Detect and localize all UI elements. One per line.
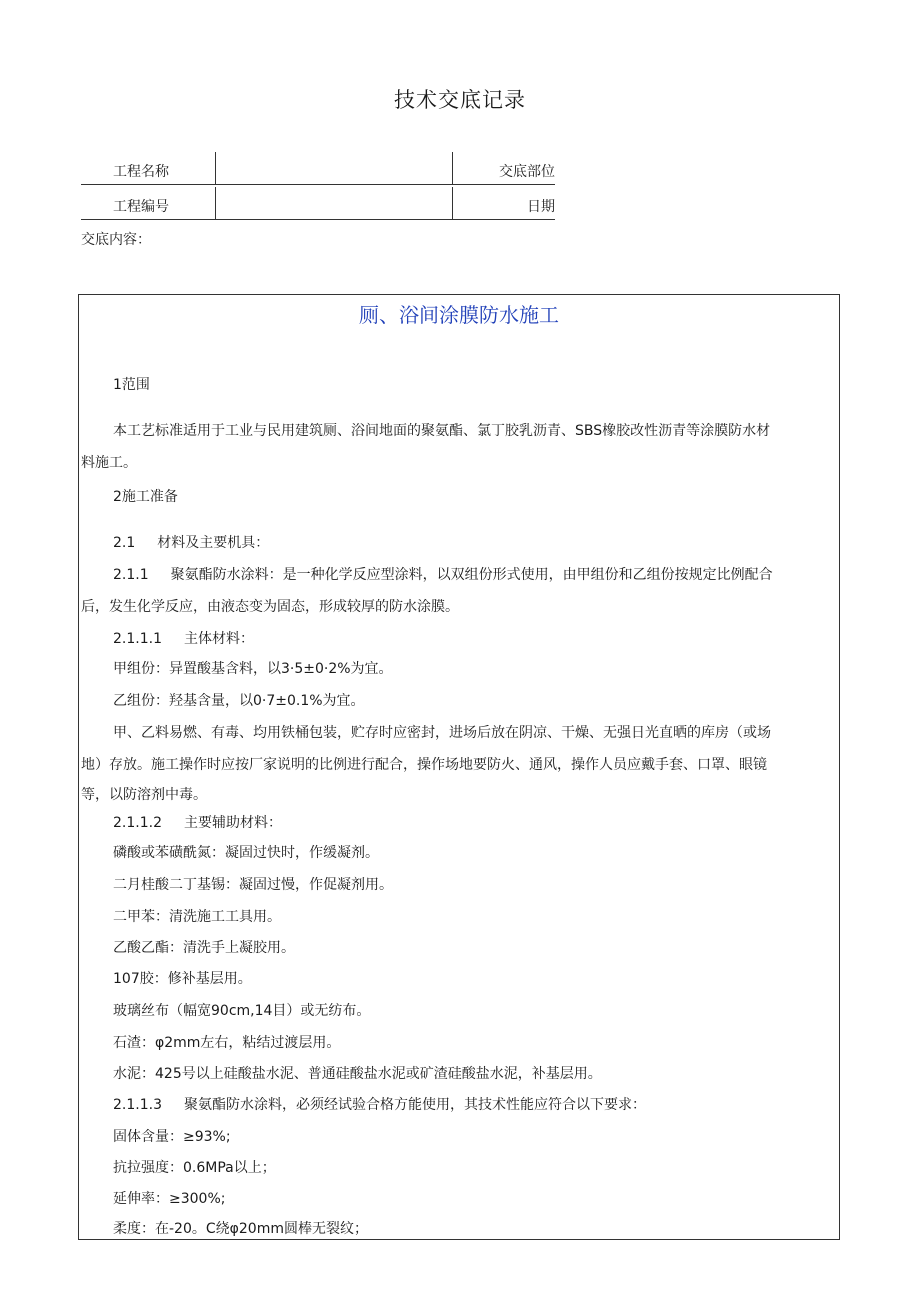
part-b-line: 乙组份：羟基含量，以0·7±0.1%为宜。: [113, 693, 365, 709]
s21-number: 2.1: [113, 535, 136, 551]
s21-line: [113, 533, 269, 553]
s2112-text: 主要辅助材料：: [183, 815, 282, 831]
part-a-line: 甲组份：异置酸基含料，以3·5±0·2%为宜。: [113, 661, 393, 677]
requirement-item: 抗拉强度：0.6MPa以上；: [113, 1160, 276, 1176]
s2113-number: 2.1.1.3: [113, 1097, 162, 1113]
content-label: 交底内容：: [81, 232, 151, 248]
requirement-item: 延伸率：≥300%;: [113, 1191, 226, 1207]
s2111-text: 主体材料：: [183, 631, 254, 647]
aux-item: 石渣：φ2mm左右，粘结过渡层用。: [113, 1035, 341, 1051]
s2112-number: 2.1.1.2: [113, 815, 162, 831]
s21-text: 材料及主要机具：: [157, 535, 270, 551]
sec1-paragraph-line-2: 料施工。: [81, 455, 137, 471]
project-number-row: [81, 191, 555, 220]
aux-item: 二月桂酸二丁基锡：凝固过慢，作促凝剂用。: [113, 877, 393, 893]
requirement-item: 柔度：在-20。C绕φ20mm圆棒无裂纹；: [113, 1221, 368, 1237]
s2111-number: 2.1.1.1: [113, 631, 162, 647]
storage-line-2: 地）存放。施工操作时应按厂家说明的比例进行配合，操作场地要防火、通风，操作人员应戴手套、口罩、眼镜: [81, 757, 767, 773]
aux-item: 二甲苯：清洗施工工具用。: [113, 909, 281, 925]
project-name-label: 工程名称: [113, 164, 169, 180]
sec1-paragraph-line-1: 本工艺标准适用于工业与民用建筑厕、浴间地面的聚氨酯、氯丁胶乳沥青、SBS橡胶改性沥青等涂膜防水材: [113, 423, 771, 439]
s211-text-line-1: 聚氨酯防水涂料：是一种化学反应型涂料，以双组份形式使用，由甲组份和乙组份按规定比例配合: [170, 567, 773, 583]
project-name-value[interactable]: [215, 152, 453, 184]
sec1-heading: 1范围: [113, 377, 150, 393]
s2112-line: [113, 813, 282, 833]
aux-item: 乙酸乙酯：清洗手上凝胶用。: [113, 940, 295, 956]
s2113-line: [113, 1095, 646, 1115]
document-title: 技术交底记录: [394, 88, 526, 112]
s2113-text: 聚氨酯防水涂料，必须经试验合格方能使用，其技术性能应符合以下要求：: [183, 1097, 646, 1113]
storage-line-1: 甲、乙料易燃、有毒、均用铁桶包装，贮存时应密封，进场后放在阴凉、干燥、无强日光直晒的库房（或场: [113, 725, 771, 741]
project-number-value[interactable]: [215, 187, 453, 219]
date-label: 日期: [527, 199, 555, 215]
project-name-row: [81, 156, 555, 185]
project-info-table: [81, 156, 555, 220]
sec2-heading: 2施工准备: [113, 489, 178, 505]
s211-text-line-2: 后，发生化学反应，由液态变为固态，形成较厚的防水涂膜。: [81, 599, 459, 615]
aux-item: 磷酸或苯磺酰氮：凝固过快时，作缓凝剂。: [113, 845, 379, 861]
s211-number: 2.1.1: [113, 567, 149, 583]
storage-line-3: 等，以防溶剂中毒。: [81, 787, 207, 803]
aux-item: 107胶：修补基层用。: [113, 971, 252, 987]
handover-part-label: 交底部位: [499, 164, 555, 180]
requirement-item: 固体含量：≥93%;: [113, 1129, 231, 1145]
s211-line: [113, 565, 773, 585]
content-box: [78, 294, 840, 1240]
section-title: 厕、浴间涂膜防水施工: [359, 303, 559, 327]
aux-item: 水泥：425号以上硅酸盐水泥、普通硅酸盐水泥或矿渣硅酸盐水泥，补基层用。: [113, 1066, 602, 1082]
s2111-line: [113, 629, 254, 649]
project-number-label: 工程编号: [113, 199, 169, 215]
aux-item: 玻璃丝布（幅宽90cm,14目）或无纺布。: [113, 1003, 371, 1019]
